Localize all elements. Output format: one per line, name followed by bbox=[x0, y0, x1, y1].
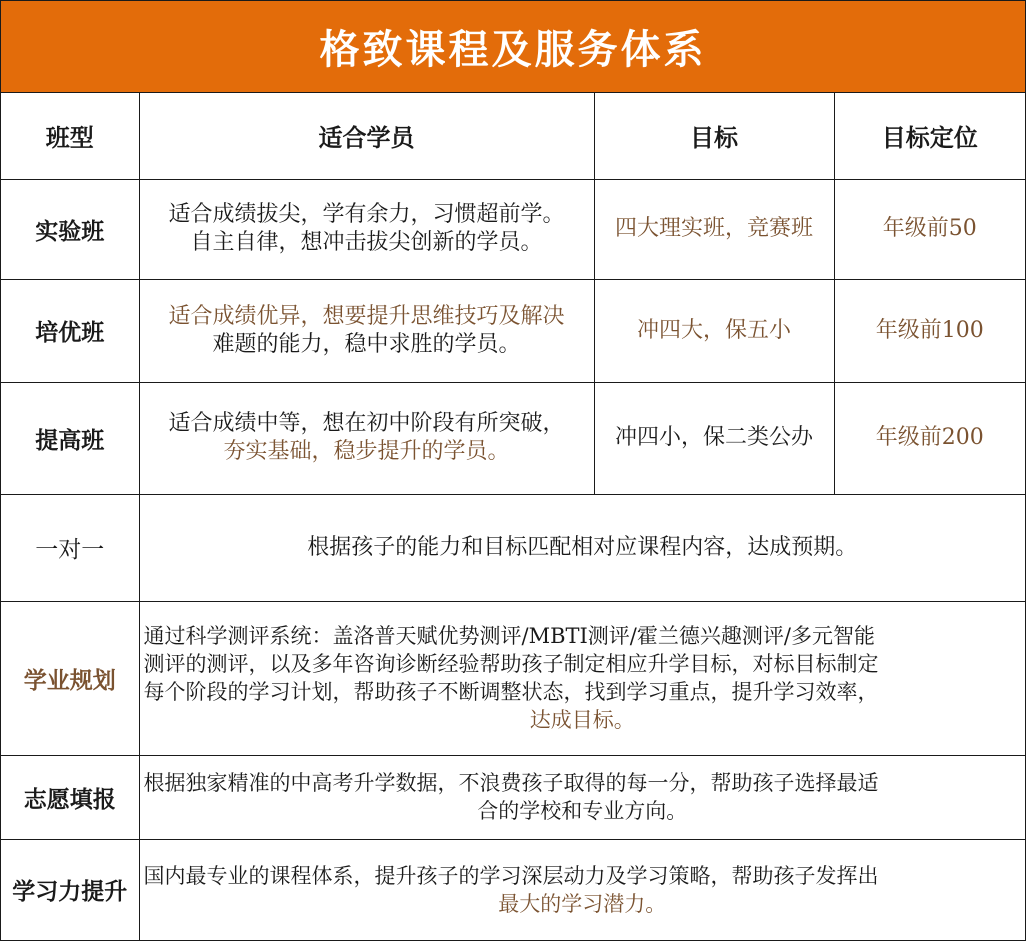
goal-position-cell: 年级前100 bbox=[834, 279, 1025, 382]
header-suitable-students: 适合学员 bbox=[139, 93, 594, 179]
table-row bbox=[1, 382, 1025, 494]
table-row bbox=[1, 179, 1025, 279]
table-row bbox=[1, 279, 1025, 382]
class-name: 实验班 bbox=[1, 179, 139, 279]
class-name: 提高班 bbox=[1, 382, 139, 494]
service-line: 通过科学测评系统：盖洛普天赋优势测评/MBTI测评/霍兰德兴趣测评/多元智能 bbox=[143, 624, 875, 648]
service-line: 测评的测评，以及多年咨询诊断经验帮助孩子制定相应升学目标，对标目标制定 bbox=[143, 652, 879, 676]
title-bar bbox=[1, 1, 1025, 93]
suitable-line: 适合成绩中等，想在初中阶段有所突破， bbox=[168, 411, 565, 436]
service-line: 国内最专业的课程体系，提升孩子的学习深层动力及学习策略，帮助孩子发挥出 bbox=[143, 863, 879, 888]
goal-cell: 冲四小，保二类公办 bbox=[594, 382, 834, 494]
service-line: 根据孩子的能力和目标匹配相对应课程内容，达成预期。 bbox=[307, 534, 858, 560]
service-line: 合的学校和专业方向。 bbox=[477, 799, 688, 823]
table-row bbox=[1, 839, 1025, 940]
table-row bbox=[1, 494, 1025, 601]
suitable-students-cell bbox=[139, 279, 594, 382]
page-title: 格致课程及服务体系 bbox=[319, 27, 707, 73]
service-line: 最大的学习潜力。 bbox=[498, 891, 667, 916]
goal-cell: 冲四大，保五小 bbox=[594, 279, 834, 382]
service-description bbox=[139, 755, 1025, 839]
suitable-students-cell bbox=[139, 382, 594, 494]
service-name: 志愿填报 bbox=[1, 755, 139, 839]
course-table bbox=[1, 93, 1025, 940]
suitable-line: 适合成绩优异，想要提升思维技巧及解决 bbox=[168, 303, 565, 329]
service-line: 达成目标。 bbox=[529, 708, 635, 732]
header-goal-position: 目标定位 bbox=[834, 93, 1025, 179]
service-description bbox=[139, 839, 1025, 940]
goal-position-cell: 年级前50 bbox=[834, 179, 1025, 279]
service-name: 学业规划 bbox=[1, 601, 139, 755]
goal-cell: 四大理实班，竞赛班 bbox=[594, 179, 834, 279]
suitable-students-cell bbox=[139, 179, 594, 279]
table-row bbox=[1, 755, 1025, 839]
service-line: 根据独家精准的中高考升学数据，不浪费孩子取得的每一分，帮助孩子选择最适 bbox=[143, 771, 879, 795]
table-row bbox=[1, 601, 1025, 755]
header-row bbox=[1, 93, 1025, 179]
service-line: 每个阶段的学习计划，帮助孩子不断调整状态，找到学习重点，提升学习效率， bbox=[143, 680, 879, 704]
suitable-line: 适合成绩拔尖，学有余力，习惯超前学。 bbox=[168, 202, 565, 227]
service-name: 学习力提升 bbox=[1, 839, 139, 940]
goal-position-cell: 年级前200 bbox=[834, 382, 1025, 494]
suitable-line: 夯实基础，稳步提升的学员。 bbox=[223, 439, 510, 464]
suitable-line: 自主自律，想冲击拔尖创新的学员。 bbox=[190, 230, 543, 255]
header-class-type: 班型 bbox=[1, 93, 139, 179]
service-description bbox=[139, 601, 1025, 755]
service-name: 一对一 bbox=[1, 494, 139, 601]
service-description bbox=[139, 494, 1025, 601]
header-goal: 目标 bbox=[594, 93, 834, 179]
suitable-line: 难题的能力，稳中求胜的学员。 bbox=[212, 331, 521, 357]
class-name: 培优班 bbox=[1, 279, 139, 382]
